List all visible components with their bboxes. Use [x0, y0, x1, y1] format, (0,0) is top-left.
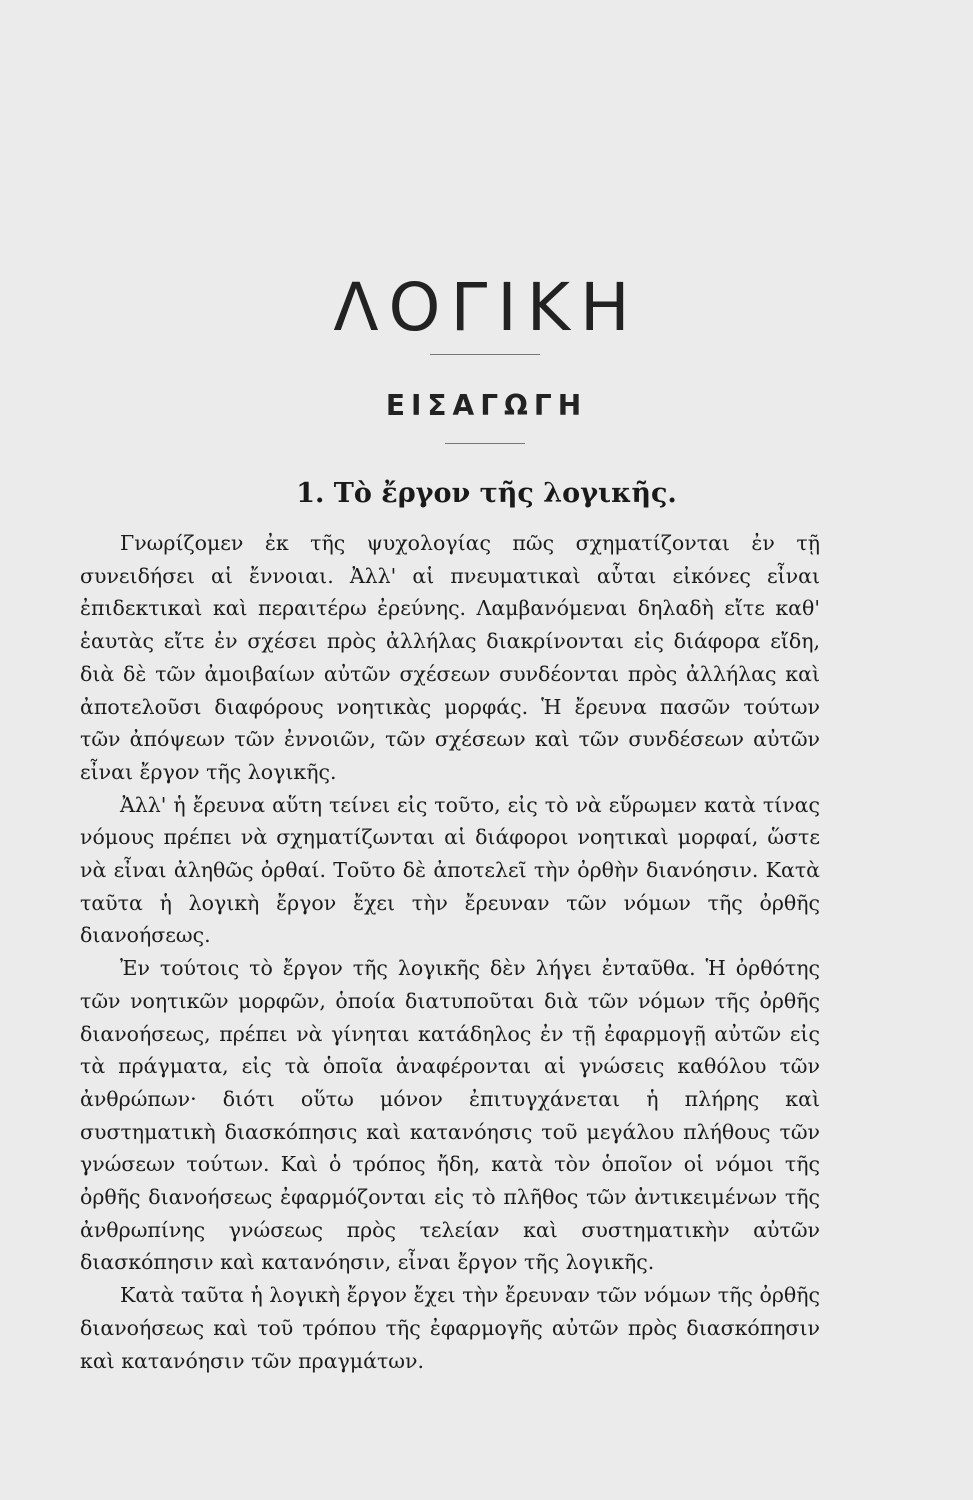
section-heading: 1. Τὸ ἔργον τῆς λογικῆς.: [296, 478, 677, 509]
body-text: [80, 527, 820, 1377]
paragraph: Ἀλλ' ἡ ἔρευνα αὕτη τείνει εἰς τοῦτο, εἰς τὸ νὰ εὕρωμεν κατὰ τίνας νόμους πρέπει νὰ σχηματίζωνται αἱ διάφοροι νοητικαὶ μορφαί, ὥστε νὰ εἶναι ἀληθῶς ὀρθαί. Τοῦτο δὲ ἀποτελεῖ τὴν ὀρθὴν διανόησιν. Κατὰ ταῦτα ἡ λογικὴ ἔργον ἔχει τὴν ἔρευναν τῶν νόμων τῆς ὀρθῆς διανοήσεως.: [80, 792, 820, 948]
subtitle-divider: [445, 443, 525, 444]
paragraph: Κατὰ ταῦτα ἡ λογικὴ ἔργον ἔχει τὴν ἔρευναν τῶν νόμων τῆς ὀρθῆς διανοήσεως καὶ τοῦ τρόπου τῆς ἐφαρμογῆς αὐτῶν πρὸς διασκόπησιν καὶ κατανόησιν τῶν πραγμάτων.: [80, 1283, 820, 1373]
title-divider: [430, 354, 540, 355]
paragraph: Ἐν τούτοις τὸ ἔργον τῆς λογικῆς δὲν λήγει ἐνταῦθα. Ἡ ὀρθότης τῶν νοητικῶν μορφῶν, ὁποία διατυποῦται διὰ τῶν νόμων τῆς ὀρθῆς διανοήσεως, πρέπει νὰ γίνηται κατάδηλος ἐν τῇ ἐφαρμογῇ αὐτῶν εἰς τὰ πράγματα, εἰς τὰ ὁποῖα ἀναφέρονται αἱ γνώσεις καθόλου τῶν ἀνθρώπων· διότι οὕτω μόνον ἐπιτυγχάνεται ἡ πλήρης καὶ συστηματικὴ διασκόπησις καὶ κατανόησις τοῦ μεγάλου πλήθους τῶν γνώσεων τούτων. Καὶ ὁ τρόπος ἤδη, κατὰ τὸν ὁποῖον οἱ νόμοι τῆς ὀρθῆς διανοήσεως ἐφαρμόζονται εἰς τὸ πλῆθος τῶν ἀντικειμένων τῆς ἀνθρωπίνης γνώσεως πρὸς τελείαν καὶ συστηματικὴν αὐτῶν διασκόπησιν καὶ κατανόησιν, εἶναι ἔργον τῆς λογικῆς.: [80, 956, 820, 1275]
chapter-subtitle: ΕΙΣΑΓΩΓΗ: [385, 389, 588, 422]
page-title: ΛΟΓΙΚΗ: [333, 269, 640, 346]
paragraph: Γνωρίζομεν ἐκ τῆς ψυχολογίας πῶς σχηματίζονται ἐν τῇ συνειδήσει αἱ ἔννοιαι. Ἀλλ' αἱ πνευματικαὶ αὗται εἰκόνες εἶναι ἐπιδεκτικαὶ καὶ περαιτέρω ἐρεύνης. Λαμβανόμεναι δηλαδὴ εἴτε καθ' ἑαυτὰς εἴτε ἐν σχέσει πρὸς ἀλλήλας διακρίνονται εἰς διάφορα εἴδη, διὰ δὲ τῶν ἀμοιβαίων αὐτῶν σχέσεων συνδέονται πρὸς ἀλλήλας καὶ ἀποτελοῦσι διαφόρους νοητικὰς μορφάς. Ἡ ἔρευνα πασῶν τούτων τῶν ἀπόψεων τῶν ἐννοιῶν, τῶν σχέσεων καὶ τῶν συνδέσεων αὐτῶν εἶναι ἔργον τῆς λογικῆς.: [80, 531, 820, 784]
